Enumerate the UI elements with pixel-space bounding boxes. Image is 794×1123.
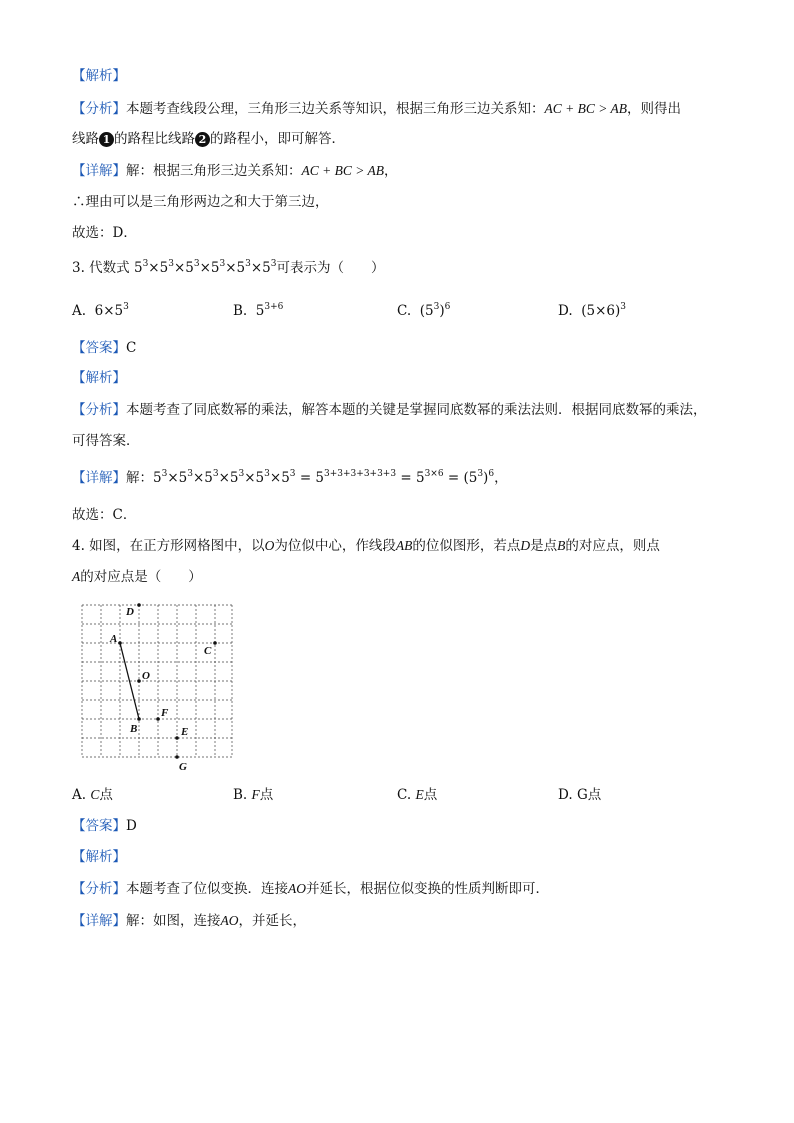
q3-option-c: C. $(5^3)^6$ [397,302,451,319]
q3-analysis-line2: 可得答案． [72,433,140,449]
q2-choice: 故选：D． [72,225,137,241]
point-f [156,717,160,721]
q3-analysis-line1: 【分析】本题考查了同底数幂的乘法，解答本题的关键是掌握同底数幂的乘法法则．根据同底数幂的乘法， [72,402,707,418]
q4-option-c: C. E点 [397,787,438,803]
point-d [137,603,141,607]
label-a: A [110,633,118,645]
point-e [175,736,179,740]
q3-stem: 3. 代数式 $5^3\times 5^3\times 5^3\times 5^3\times 5^3\times 5^3$可表示为（ ） [72,259,385,276]
label-o: O [142,670,150,682]
point-g [175,755,179,759]
q2-detail: 【详解】解：根据三角形三边关系知：AC + BC > AB， [72,163,398,179]
route-1-badge: 1 [99,132,114,147]
q4-answer: 【答案】D [72,818,137,834]
grid-figure [78,600,238,775]
q4-detail: 【详解】解：如图，连接AO，并延长， [72,913,306,929]
q3-jiexi-tag: 【解析】 [72,370,126,386]
q4-option-d: D. G点 [558,787,602,803]
grid-lines [82,605,232,757]
q4-option-a: A. C点 [72,787,113,803]
q3-detail: 【详解】解：$5^3\times 5^3\times 5^3\times 5^3\times 5^3\times 5^3 = 5^{3+3+3+3+3+3} = 5^{3\times 6} = (5^3)^6$， [72,469,508,486]
q4-jiexi-tag: 【解析】 [72,849,126,865]
label-b: B [130,723,138,735]
label-e: E [181,726,189,738]
label-f: F [161,707,169,719]
q4-stem-line1: 4. 如图，在正方形网格图中，以O为位似中心，作线段AB的位似图形，若点D是点B的对应点，则点 [72,538,660,554]
q3-option-b: B. $5^{3+6}$ [233,302,284,319]
point-o [137,679,141,683]
q2-analysis-line2: 线路 1 的路程比线路 2 的路程小，即可解答． [72,131,345,147]
point-c [213,641,217,645]
point-b [137,717,141,721]
point-a [118,641,122,645]
q4-option-b: B. F点 [233,787,274,803]
label-d: D [126,606,134,618]
q3-answer: 【答案】C [72,340,137,356]
label-c: C [204,645,212,657]
q2-jiexi-tag: 【解析】 [72,68,126,84]
q3-choice: 故选：C． [72,507,137,523]
label-g: G [179,761,187,773]
q4-analysis: 【分析】本题考查了位似变换．连接AO并延长，根据位似变换的性质判断即可． [72,881,549,897]
q3-option-a: A. $6\times 5^3$ [72,302,129,319]
q2-reason: ∴理由可以是三角形两边之和大于第三边， [72,194,329,210]
q4-stem-line2: A的对应点是（ ） [72,569,202,585]
route-2-badge: 2 [195,132,210,147]
q3-option-d: D. $(5\times 6)^3$ [558,302,626,319]
q2-analysis-line1: 【分析】本题考查线段公理，三角形三边关系等知识，根据三角形三边关系知：AC + BC > AB，则得出 [72,101,681,117]
